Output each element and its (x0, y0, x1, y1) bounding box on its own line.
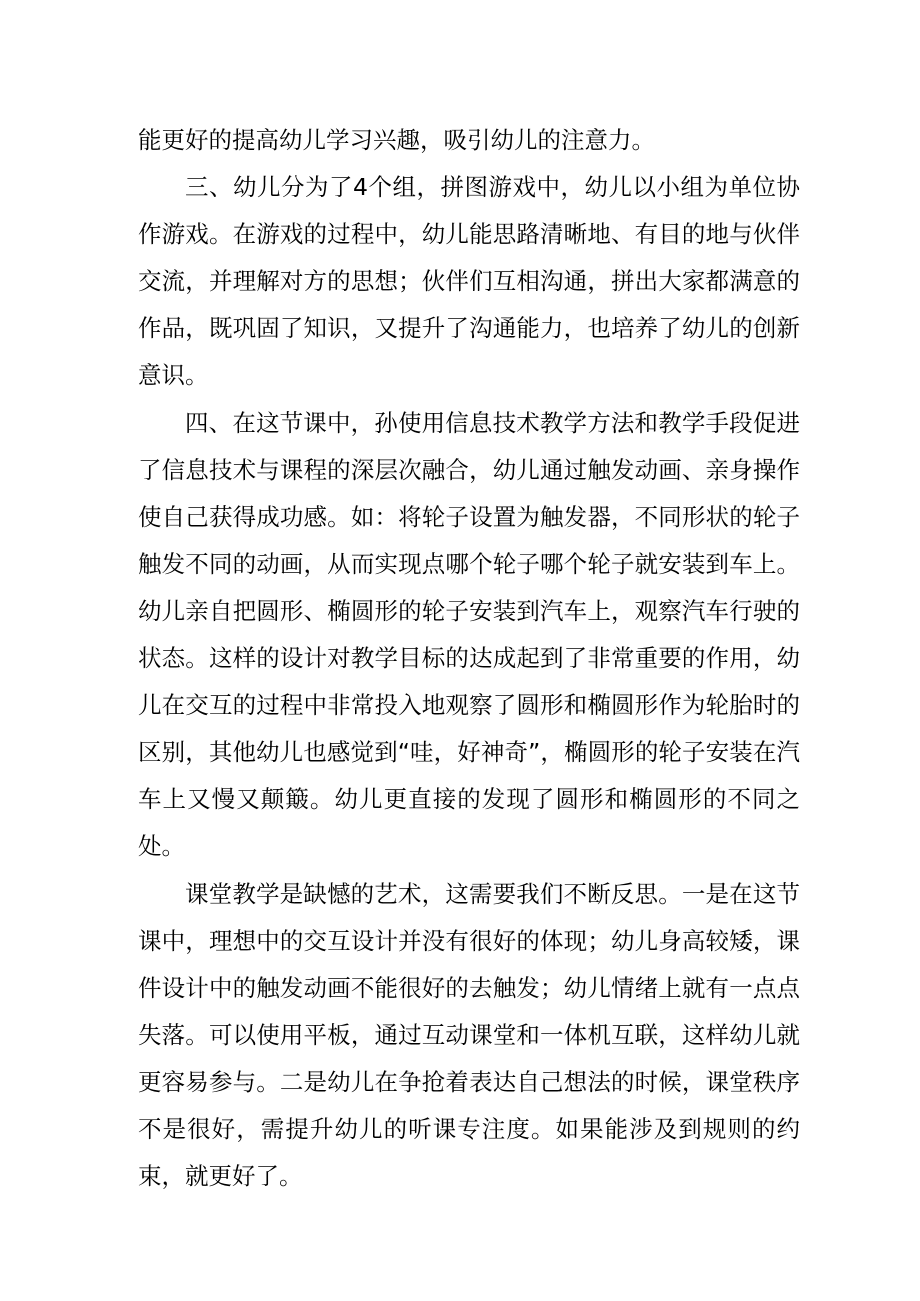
body-text (138, 117, 800, 1200)
paragraph-continuation: 能更好的提高幼儿学习兴趣，吸引幼儿的注意力。 (138, 126, 655, 154)
paragraph-point-four: 四、在这节课中，孙使用信息技术教学方法和教学手段促进了信息技术与课程的深层次融合，幼儿通过触发动画、亲身操作使自己获得成功感。如：将轮子设置为触发器，不同形状的轮子触发不同的动画，从而实现点哪个轮子哪个轮子就安装到车上。幼儿亲自把圆形、椭圆形的轮子安装到汽车上，观察汽车行驶的状态。这样的设计对教学目标的达成起到了非常重要的作用，幼儿在交互的过程中非常投入地观察了圆形和椭圆形作为轮胎时的区别，其他幼儿也感觉到“哇，好神奇”，椭圆形的轮子安装在汽车上又慢又颠簸。幼儿更直接的发现了圆形和椭圆形的不同之处。 (138, 408, 800, 861)
paragraph-point-three: 三、幼儿分为了4个组，拼图游戏中，幼儿以小组为单位协作游戏。在游戏的过程中，幼儿能思路清晰地、有目的地与伙伴交流，并理解对方的思想；伙伴们互相沟通，拼出大家都满意的作品，既巩固了知识，又提升了沟通能力，也培养了幼儿的创新意识。 (138, 173, 800, 390)
paragraph-reflection: 课堂教学是缺憾的艺术，这需要我们不断反思。一是在这节课中，理想中的交互设计并没有很好的体现；幼儿身高较矮，课件设计中的触发动画不能很好的去触发；幼儿情绪上就有一点点失落。可以使用平板，通过互动课堂和一体机互联，这样幼儿就更容易参与。二是幼儿在争抢着表达自己想法的时候，课堂秩序不是很好，需提升幼儿的听课专注度。如果能涉及到规则的约束，就更好了。 (138, 879, 800, 1191)
